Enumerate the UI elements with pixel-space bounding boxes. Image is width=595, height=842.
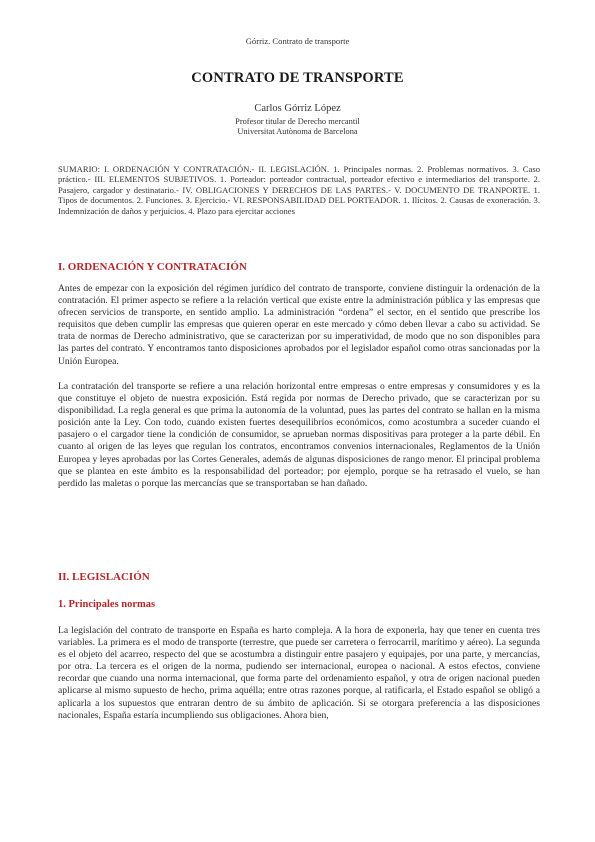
author-position: Profesor titular de Derecho mercantil (235, 117, 360, 126)
summary: SUMARIO: I. ORDENACIÓN Y CONTRATACIÓN.- II. LEGISLACIÓN. 1. Principales normas. 2. Problemas normativos. 3. Caso práctico.- III. ELEMENTOS SUBJETIVOS. 1. Porteador: porteador contractual, porteador efectivo e intermediarios del transporte. 2. Pasajero, cargador y destinatario.- IV. OBLIGACIONES Y DERECHOS DE LAS PARTES.- V. DOCUMENTO DE TRANPORTE. 1. Tipos de documentos. 2. Funciones. 3. Ejercicio.- VI. RESPONSABILIDAD DEL PORTEADOR. 1. Ilícitos. 2. Causas de exoneración. 3. Indemnización de daños y perjuicios. 4. Plazo para ejercitar acciones (58, 164, 540, 216)
paragraph: La legislación del contrato de transporte en España es harto compleja. A la hora de exponerla, hay que tener en cuenta tres variables. La primera es el modo de transporte (terrestre, que puede ser carretera o ferrocarril, marítimo y aéreo). La segunda es el objeto del acarreo, respecto del que se acostumbra a distinguir entre pasajero y equipajes, por una parte, y mercancías, por otra. La tercera es el origen de la norma, pudiendo ser internacional, europea o nacional. A estos efectos, conviene recordar que cuando una norma internacional, que forma parte del ordenamiento español, y otra de origen nacional pueden aplicarse al mismo supuesto de hecho, prima aquélla; entre otras razones porque, al ratificarla, el Estado español se obligó a aplicarla a los supuestos que entraran dentro de su ámbito de aplicación. Si se otorgara preferencia a las disposiciones nacionales, España estaría incumpliendo sus obligaciones. Ahora bien, (58, 625, 540, 721)
paragraph: Antes de empezar con la exposición del régimen jurídico del contrato de transporte, conviene distinguir la ordenación de la contratación. El primer aspecto se refiere a la relación vertical que existe entre la administración pública y las empresas que ofrecen servicios de transporte, en sentido amplio. La administración “ordena” el sector, en el sentido que prescribe los requisitos que deben cumplir las empresas que quieren operar en este mercado y cómo deben llevar a cabo su actividad. Se trata de normas de Derecho administrativo, que se caracterizan por su imperatividad, de modo que no son disponibles para las partes del contrato. Y encontramos tanto disposiciones aprobados por el legislador español como otras sancionadas por la Unión Europea. (58, 283, 540, 367)
section-heading-ordenacion: I. ORDENACIÓN Y CONTRATACIÓN (58, 261, 247, 273)
paragraph: La contratación del transporte se refiere a una relación horizontal entre empresas o entre empresas y consumidores y es la que constituye el objeto de nuestra exposición. Está regida por normas de Derecho privado, que se caracterizan por su disponibilidad. La regla general es que prima la autonomía de la voluntad, pues las partes del contrato se hallan en la misma posición ante la Ley. Con todo, cuando existen fuertes desequilibrios económicos, como acostumbra a suceder cuando el pasajero o el cargador tiene la condición de consumidor, se aprueban normas dispositivas para proteger a la parte débil. En cuanto al origen de las leyes que regulan los contratos, encontramos convenios internacionales, Reglamentos de la Unión Europea y leyes aprobadas por las Cortes Generales, además de algunas disposiciones de rango menor. El principal problema que se plantea en este ámbito es la responsabilidad del porteador; por ejemplo, porque se ha retrasado el vuelo, se han perdido las maletas o porque las mercancías que se transportaban se han dañado. (58, 381, 540, 489)
section-heading-legislacion: II. LEGISLACIÓN (58, 571, 150, 583)
author-institution: Universitat Autònoma de Barcelona (237, 127, 358, 136)
subsection-heading-principales-normas: 1. Principales normas (58, 599, 156, 610)
author-name: Carlos Górriz López (254, 103, 341, 114)
article-title: CONTRATO DE TRANSPORTE (191, 70, 404, 86)
running-header: Górriz. Contrato de transporte (245, 36, 350, 46)
